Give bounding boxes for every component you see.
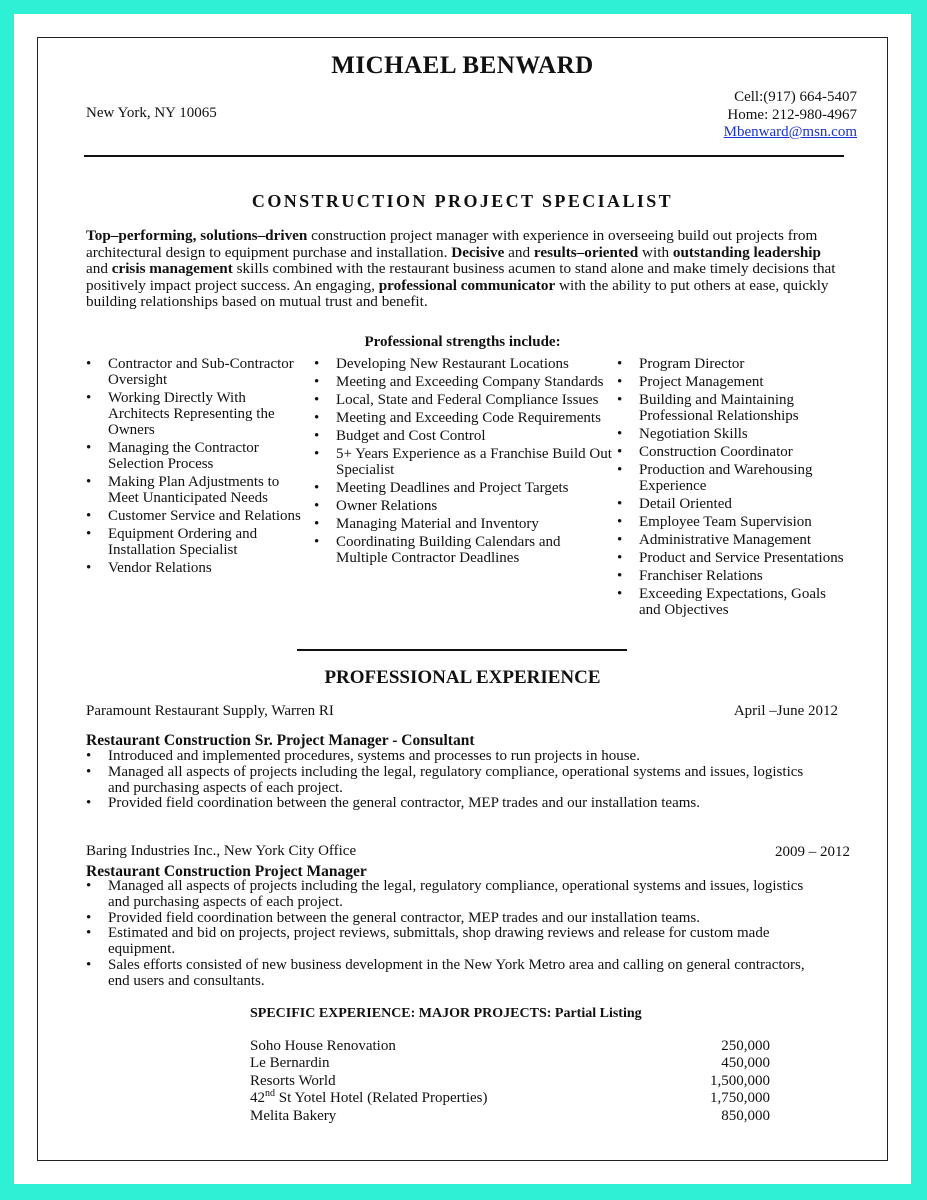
job-title: Restaurant Construction Project Manager — [86, 863, 367, 880]
duty-item: • Introduced and implemented procedures, systems and processes to run projects in house. — [86, 749, 826, 765]
strength-item: • Developing New Restaurant Locations — [314, 356, 614, 372]
project-name: Soho House Renovation — [250, 1038, 396, 1054]
project-row — [248, 1090, 770, 1107]
cell-phone: Cell:(917) 664-5407 — [734, 89, 857, 105]
candidate-name: MICHAEL BENWARD — [331, 52, 594, 79]
strength-item: • Employee Team Supervision — [617, 514, 847, 530]
project-row — [248, 1108, 770, 1125]
summary-bold: Top–performing, solutions–driven — [86, 227, 308, 244]
summary-bold: professional communicator — [378, 276, 556, 294]
strength-item: • Detail Oriented — [617, 496, 847, 512]
strength-item: • Project Management — [617, 374, 847, 390]
project-value: 250,000 — [721, 1038, 770, 1054]
job-company: Baring Industries Inc., New York City Office — [86, 843, 357, 859]
projects-heading: SPECIFIC EXPERIENCE: MAJOR PROJECTS: Partial Listing — [250, 1006, 642, 1021]
project-name: Resorts World — [250, 1072, 336, 1089]
strength-item: • Customer Service and Relations — [86, 508, 301, 524]
strength-item: • Owner Relations — [314, 498, 614, 514]
strength-item: • Administrative Management — [617, 532, 847, 548]
project-value: 1,750,000 — [710, 1090, 770, 1107]
strength-item: • Working Directly With Architects Representing the Owners — [86, 390, 301, 438]
summary-bold: results–oriented — [533, 243, 639, 261]
strength-item: • Meeting Deadlines and Project Targets — [314, 480, 614, 496]
strength-item: • Building and Maintaining Professional Relationships — [617, 392, 847, 424]
job-dates: April –June 2012 — [733, 703, 838, 719]
strengths-column-1 — [86, 356, 301, 578]
summary-text: and — [504, 243, 534, 261]
strength-item: • Meeting and Exceeding Code Requirements — [314, 410, 614, 426]
project-row — [248, 1038, 770, 1055]
strength-item: • Vendor Relations — [86, 560, 301, 576]
resume-page — [14, 14, 911, 1184]
project-row — [248, 1055, 770, 1072]
strength-item: • Coordinating Building Calendars and Multiple Contractor Deadlines — [314, 534, 614, 566]
strength-item: • Contractor and Sub-Contractor Oversight — [86, 356, 301, 388]
job-duties — [86, 749, 826, 812]
project-name-number: 42 — [250, 1090, 265, 1107]
duty-item: • Managed all aspects of projects including the legal, regulatory compliance, operational systems and issues, logistics and purchasing aspects of each project. — [86, 765, 826, 797]
duty-item: • Estimated and bid on projects, project reviews, submittals, shop drawing reviews and release for custom made equipment. — [86, 926, 826, 958]
header-divider — [84, 155, 844, 157]
strength-item: • Franchiser Relations — [617, 568, 847, 584]
summary-text: skills combined with the restaurant business acumen to stand alone and make timely decisions that positively impact project success. An engaging, — [86, 260, 836, 294]
contact-block — [724, 89, 857, 142]
project-name-rest: St Yotel Hotel (Related Properties) — [275, 1090, 488, 1107]
job-company: Paramount Restaurant Supply, Warren RI — [86, 703, 334, 719]
job-dates: 2009 – 2012 — [775, 844, 850, 860]
project-name — [248, 1090, 610, 1107]
project-name: Melita Bakery — [250, 1107, 337, 1124]
job-duties — [86, 879, 826, 990]
project-value: 450,000 — [721, 1055, 770, 1072]
project-value: 1,500,000 — [710, 1072, 770, 1089]
duty-item: • Provided field coordination between the general contractor, MEP trades and our installation teams. — [86, 796, 826, 812]
strengths-column-3 — [617, 356, 847, 620]
duty-item: • Sales efforts consisted of new business development in the New York Metro area and calling on general contractors, end users and consultants. — [86, 958, 826, 990]
summary-bold: outstanding leadership — [672, 243, 821, 261]
section-divider — [297, 649, 627, 651]
project-name-suffix: nd — [265, 1088, 275, 1100]
summary-text: with — [638, 243, 673, 261]
strength-item: • Meeting and Exceeding Company Standards — [314, 374, 614, 390]
strength-item: • Program Director — [617, 356, 847, 372]
job-title: Restaurant Construction Sr. Project Manager - Consultant — [86, 732, 475, 749]
summary-text: construction project manager with experience in overseeing build out projects from architectural design to equipment purchase and installation. — [86, 227, 818, 261]
strengths-heading: Professional strengths include: — [364, 334, 561, 350]
strengths-column-2 — [314, 356, 614, 568]
email-link[interactable]: Mbenward@msn.com — [723, 124, 857, 140]
duty-item: • Managed all aspects of projects including the legal, regulatory compliance, operational systems and issues, logistics and purchasing aspects of each project. — [86, 879, 826, 911]
strength-item: • Local, State and Federal Compliance Issues — [314, 392, 614, 408]
strength-item: • Construction Coordinator — [617, 444, 847, 460]
experience-heading: PROFESSIONAL EXPERIENCE — [324, 667, 601, 688]
strength-item: • Making Plan Adjustments to Meet Unanticipated Needs — [86, 474, 301, 506]
strength-item: • Product and Service Presentations — [617, 550, 847, 566]
strength-item: • Managing Material and Inventory — [314, 516, 614, 532]
project-row — [248, 1073, 770, 1090]
strength-item: • Production and Warehousing Experience — [617, 462, 847, 494]
project-name: Le Bernardin — [250, 1055, 330, 1072]
strength-item: • Negotiation Skills — [617, 426, 847, 442]
project-value: 850,000 — [721, 1107, 770, 1124]
summary-bold: crisis management — [111, 260, 233, 278]
strength-item: • Budget and Cost Control — [314, 428, 614, 444]
projects-table — [248, 1038, 770, 1125]
strength-item: • Equipment Ordering and Installation Specialist — [86, 526, 301, 558]
strength-item: • Exceeding Expectations, Goals and Objectives — [617, 586, 847, 618]
strength-item: • Managing the Contractor Selection Process — [86, 440, 301, 472]
summary-bold: Decisive — [451, 243, 505, 261]
summary-text: and — [86, 260, 112, 278]
resume-title: CONSTRUCTION PROJECT SPECIALIST — [251, 191, 674, 211]
summary-text: with the ability to put others at ease, quickly building relationships based on mutual trust and benefit. — [86, 276, 829, 311]
location: New York, NY 10065 — [86, 105, 217, 121]
home-phone: Home: 212-980-4967 — [727, 106, 857, 123]
duty-item: • Provided field coordination between the general contractor, MEP trades and our installation teams. — [86, 911, 826, 927]
summary-paragraph — [86, 228, 846, 311]
strength-item: • 5+ Years Experience as a Franchise Build Out Specialist — [314, 446, 614, 478]
